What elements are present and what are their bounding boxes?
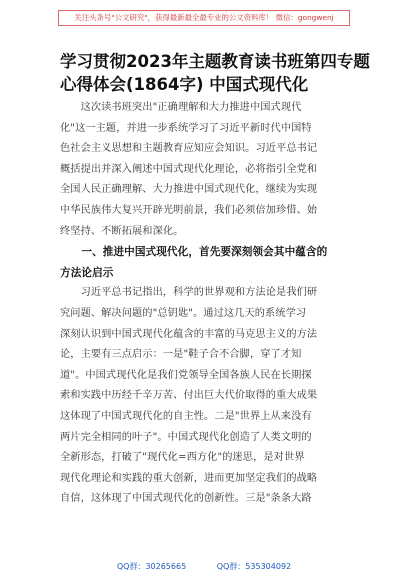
body-line: 究问题、解决问题的"总钥匙"。通过这几天的系统学习 xyxy=(60,307,307,319)
section-heading-line: 方法论启示 xyxy=(60,266,114,279)
body-line: 论，主要有三点启示：一是"鞋子合不合脚，穿了才知 xyxy=(60,349,302,361)
body-line: 概括提出并深入阐述中国式现代化理论，必将指引全党和 xyxy=(60,163,318,175)
body-line: 道"。中国式现代化是我们党领导全国各族人民在长期探 xyxy=(60,369,312,381)
footer-contact xyxy=(0,560,408,574)
body-line: 索和实践中历经千辛万苦、付出巨大代价取得的重大成果 xyxy=(60,390,318,402)
body-line: 两片完全相同的叶子"。中国式现代化创造了人类文明的 xyxy=(60,431,312,443)
body-line: 全国人民正确理解、大力推进中国式现代化，继续为实现 xyxy=(60,184,318,196)
body-line: 现代化理论和实践的重大创新，进而更加坚定我们的战略 xyxy=(60,472,318,484)
section-heading-line: 一、推进中国式现代化，首先要深刻领会其中蕴含的 xyxy=(60,246,328,259)
body-line: 这体现了中国式现代化的自主性。二是"世界上从来没有 xyxy=(60,410,312,422)
body-line: 深刻认识到中国式现代化蕴含的丰富的马克思主义的方法 xyxy=(60,328,318,340)
document-body xyxy=(60,98,360,510)
body-line: 习近平总书记指出，科学的世界观和方法论是我们研 xyxy=(60,287,318,299)
title-line: 心得体会(1864字) 中国式现代化 xyxy=(60,75,309,94)
document-title xyxy=(60,50,370,96)
body-line: 终坚持、不断拓展和深化。 xyxy=(60,225,184,237)
header-banner: 关注头条号"公文研究"，获得最新最全最专业的公文资料库！ 微信：gongwenj xyxy=(58,10,350,26)
body-line: 化"这一主题，并进一步系统学习了习近平新时代中国特 xyxy=(60,122,312,134)
body-line: 全新形态，打破了"现代化=西方化"的迷思，是对世界 xyxy=(60,452,305,464)
footer-qq-group-1: QQ群：30265665 xyxy=(116,562,187,571)
footer-qq-group-2: QQ群：535304092 xyxy=(216,562,292,571)
title-line: 学习贯彻2023年主题教育读书班第四专题 xyxy=(60,52,370,71)
body-line: 中华民族伟大复兴开辟光明前景，我们必须倍加珍惜、始 xyxy=(60,204,318,216)
body-line: 这次读书班突出"正确理解和大力推进中国式现代 xyxy=(60,102,302,113)
body-line: 色社会主义思想和主题教育应知应会知识。习近平总书记 xyxy=(60,143,318,155)
body-line: 自信，这体现了中国式现代化的创新性。三是"条条大路 xyxy=(60,493,312,505)
